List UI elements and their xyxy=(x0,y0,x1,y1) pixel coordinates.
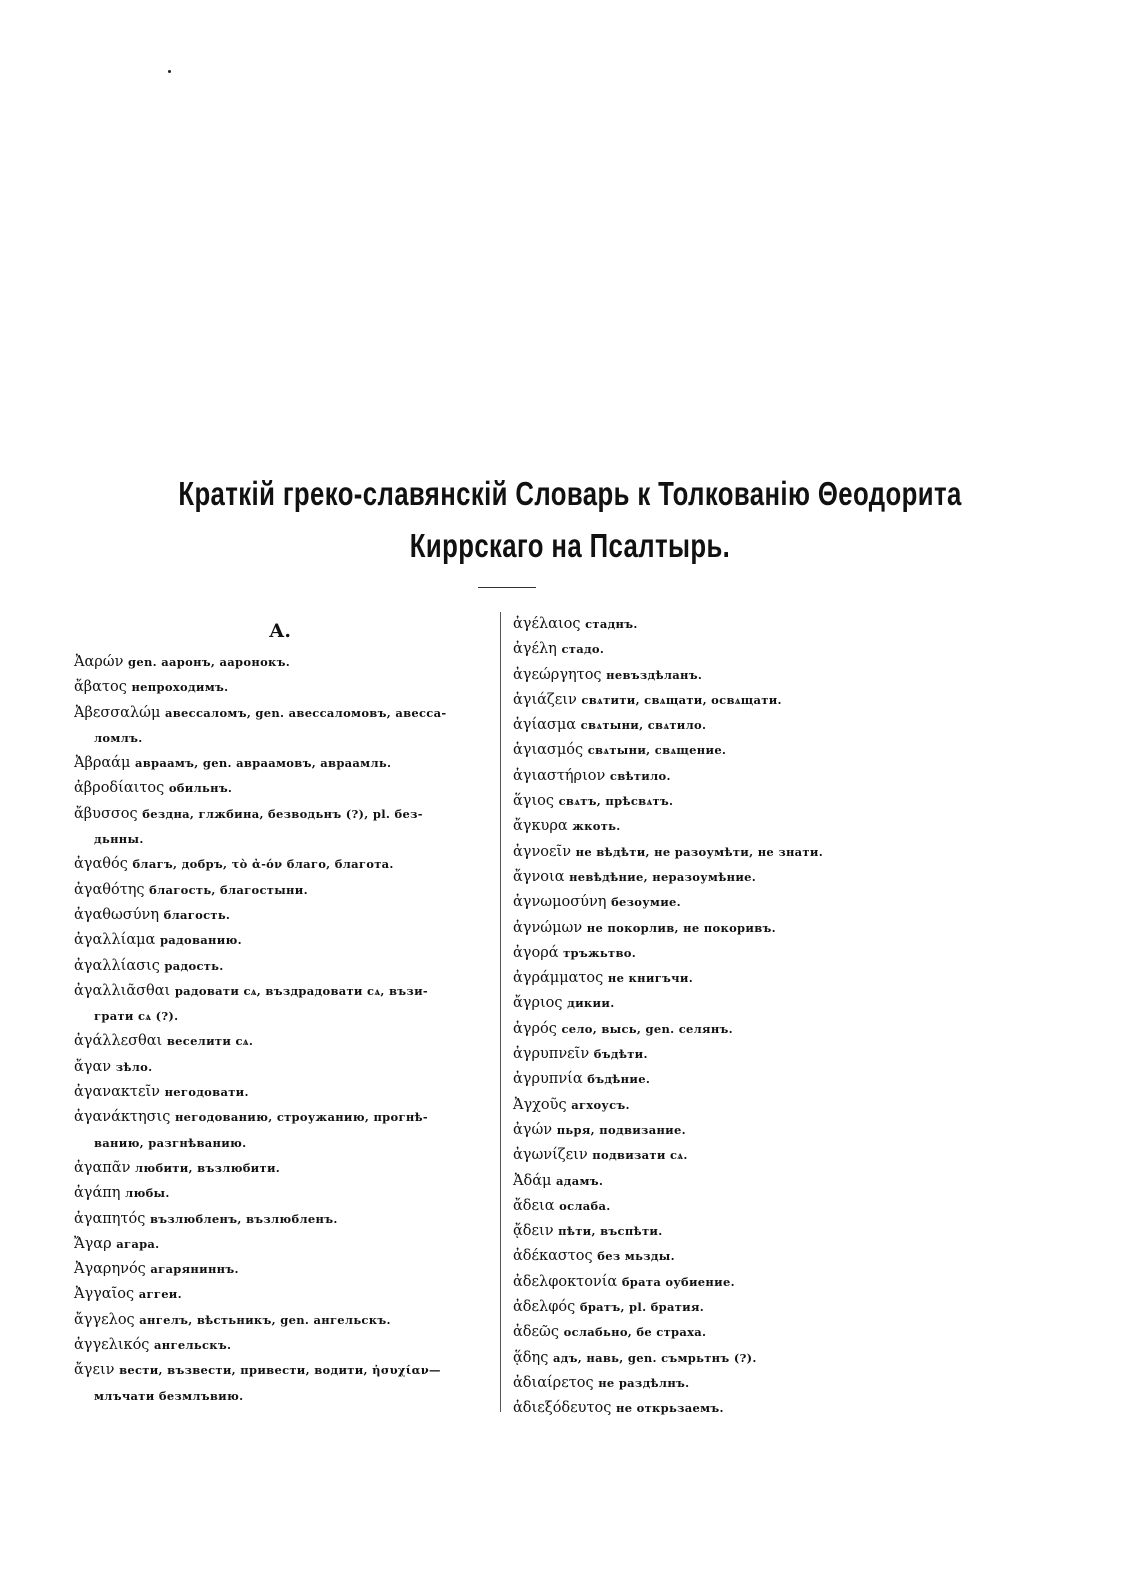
right-column xyxy=(513,612,913,1422)
dictionary-line: ἀγαλλίασις радость. xyxy=(74,957,224,974)
dictionary-line: ἀδελφοκτονία брата оубиение. xyxy=(513,1273,735,1290)
dictionary-line: ἀγαλλίαμα радованию. xyxy=(74,932,242,949)
dictionary-line: ἀγαλλιᾶσθαι радовати сѧ, въздрадовати сѧ, възи- xyxy=(74,982,428,999)
dictionary-line: ἀδέκαστος без мьзды. xyxy=(513,1248,675,1265)
dictionary-line: ἄγκυρα жкоть. xyxy=(513,818,621,835)
dictionary-line: Ἀγχοῦς агхоусъ. xyxy=(513,1096,630,1113)
dictionary-line: ἀγγελικός ангельскъ. xyxy=(74,1337,232,1354)
page-speck xyxy=(168,70,171,73)
dictionary-line: ἄγριος дикии. xyxy=(513,995,615,1012)
dictionary-line: Ἀβεσσαλώμ авессаломъ, gen. авессаломовъ, авесса- xyxy=(74,704,447,721)
dictionary-line: ἀγανάκτησις негодованию, строужанию, прогнѣ- xyxy=(74,1109,428,1126)
dictionary-line: млъчати безмлъвию. xyxy=(94,1388,244,1403)
page-title xyxy=(172,468,968,572)
dictionary-line: ἀγέλη стадо. xyxy=(513,641,605,658)
dictionary-line: дьнны. xyxy=(94,832,144,847)
dictionary-line: ἀγνοεῖν не вѣдѣти, не разоумѣти, не знати. xyxy=(513,843,823,860)
dictionary-line: ἀδιεξόδευτος не открьзаемъ. xyxy=(513,1400,724,1417)
dictionary-line: ἀγαθότης благость, благостыни. xyxy=(74,881,308,898)
dictionary-line: ἄγνοια невѣдѣние, неразоумѣние. xyxy=(513,868,757,885)
dictionary-line: Ἀαρών gen. ааронъ, ааронокъ. xyxy=(74,654,291,670)
dictionary-line: ἀγαθός благъ, добръ, τὸ ἀ-όν благо, благота. xyxy=(74,856,394,873)
dictionary-line: ἀγρός село, высь, gen. селянъ. xyxy=(513,1020,733,1037)
column-divider xyxy=(500,612,501,1412)
dictionary-line: ἄγειν вести, възвести, привести, водити, ἡσυχίαν— xyxy=(74,1362,441,1379)
dictionary-line: ἁγίασμα свѧтыни, свѧтило. xyxy=(513,717,707,734)
dictionary-line: Ἄγαρ агара. xyxy=(74,1235,160,1252)
dictionary-line: ἁγιάζειν свѧтити, свѧщати, освѧщати. xyxy=(513,691,782,708)
dictionary-line: ἄγαν зѣло. xyxy=(74,1058,153,1075)
dictionary-line: грати сѧ (?). xyxy=(94,1009,179,1024)
dictionary-line: ἀγράμματος не книгъчи. xyxy=(513,970,694,987)
dictionary-line: ἄβυσσος бездна, глжбина, безводьнъ (?), pl. без- xyxy=(74,805,423,822)
dictionary-line: ἀδεῶς ослабьно, бе страха. xyxy=(513,1324,707,1341)
dictionary-line: ἀγρυπνεῖν бъдѣти. xyxy=(513,1046,648,1063)
dictionary-line: ἀβροδίαιτος обильнъ. xyxy=(74,780,233,797)
dictionary-line: ἀγάπη любы. xyxy=(74,1185,170,1202)
section-letter: А. xyxy=(268,620,292,642)
dictionary-line: ἀγεώργητος невъздѣланъ. xyxy=(513,666,703,683)
dictionary-line: ἅγιος свѧтъ, прѣсвѧтъ. xyxy=(513,793,674,810)
dictionary-line: ἀγαπᾶν любити, възлюбити. xyxy=(74,1159,281,1176)
dictionary-line: Ἀβραάμ авраамъ, gen. авраамовъ, авраамль. xyxy=(74,755,392,772)
dictionary-line: ἀγνωμοσύνη безоумие. xyxy=(513,894,681,911)
dictionary-line: ἀγανακτεῖν негодовати. xyxy=(74,1084,249,1101)
dictionary-line: ἁγιαστήριον свѣтило. xyxy=(513,767,671,784)
dictionary-line: ἀγών пьря, подвизание. xyxy=(513,1121,686,1138)
dictionary-line: ἀγορά тръжьтво. xyxy=(513,944,637,961)
dictionary-line: ᾄδειν пѣти, въспѣти. xyxy=(513,1223,663,1240)
dictionary-line: ἀγάλλεσθαι веселити сѧ. xyxy=(74,1033,254,1050)
dictionary-line: ἀγωνίζειν подвизати сѧ. xyxy=(513,1147,688,1164)
title-rule xyxy=(478,587,536,588)
dictionary-line: ἀδιαίρετος не раздѣлнъ. xyxy=(513,1374,690,1391)
dictionary-line: Ἀδάμ адамъ. xyxy=(513,1172,604,1189)
dictionary-line: ἀγαπητός възлюбленъ, възлюбленъ. xyxy=(74,1210,338,1227)
title-line-2: Киррскаго на Псалтырь. xyxy=(409,527,731,564)
dictionary-line: ἀγρυπνία бъдѣние. xyxy=(513,1071,651,1088)
dictionary-line: ᾅδης адъ, навь, gen. съмрьтнъ (?). xyxy=(513,1349,757,1366)
left-column xyxy=(74,612,486,1409)
dictionary-line: ἄγγελος ангелъ, вѣстьникъ, gen. ангельскъ. xyxy=(74,1311,391,1328)
dictionary-line: ἄβατος непроходимъ. xyxy=(74,679,229,696)
dictionary-line: Ἀγαρηνός агаряниннъ. xyxy=(74,1261,239,1278)
dictionary-line: ванию, разгнѣванию. xyxy=(94,1135,247,1150)
dictionary-line: ἀδελφός братъ, pl. братия. xyxy=(513,1299,705,1316)
dictionary-line: ἄδεια ослаба. xyxy=(513,1197,611,1214)
dictionary-line: ломлъ. xyxy=(94,730,143,745)
dictionary-line: ἀγαθωσύνη благость. xyxy=(74,906,231,923)
dictionary-line: ἀγέλαιος стаднъ. xyxy=(513,616,638,632)
dictionary-line: ἁγιασμός свѧтыни, свѧщение. xyxy=(513,742,727,759)
dictionary-line: ἀγνώμων не покорлив, не покоривъ. xyxy=(513,919,776,936)
title-line-1: Краткій греко-славянскій Словарь к Толкованію Θеодорита xyxy=(178,475,962,512)
dictionary-line: Ἀγγαῖος аггеи. xyxy=(74,1286,182,1303)
